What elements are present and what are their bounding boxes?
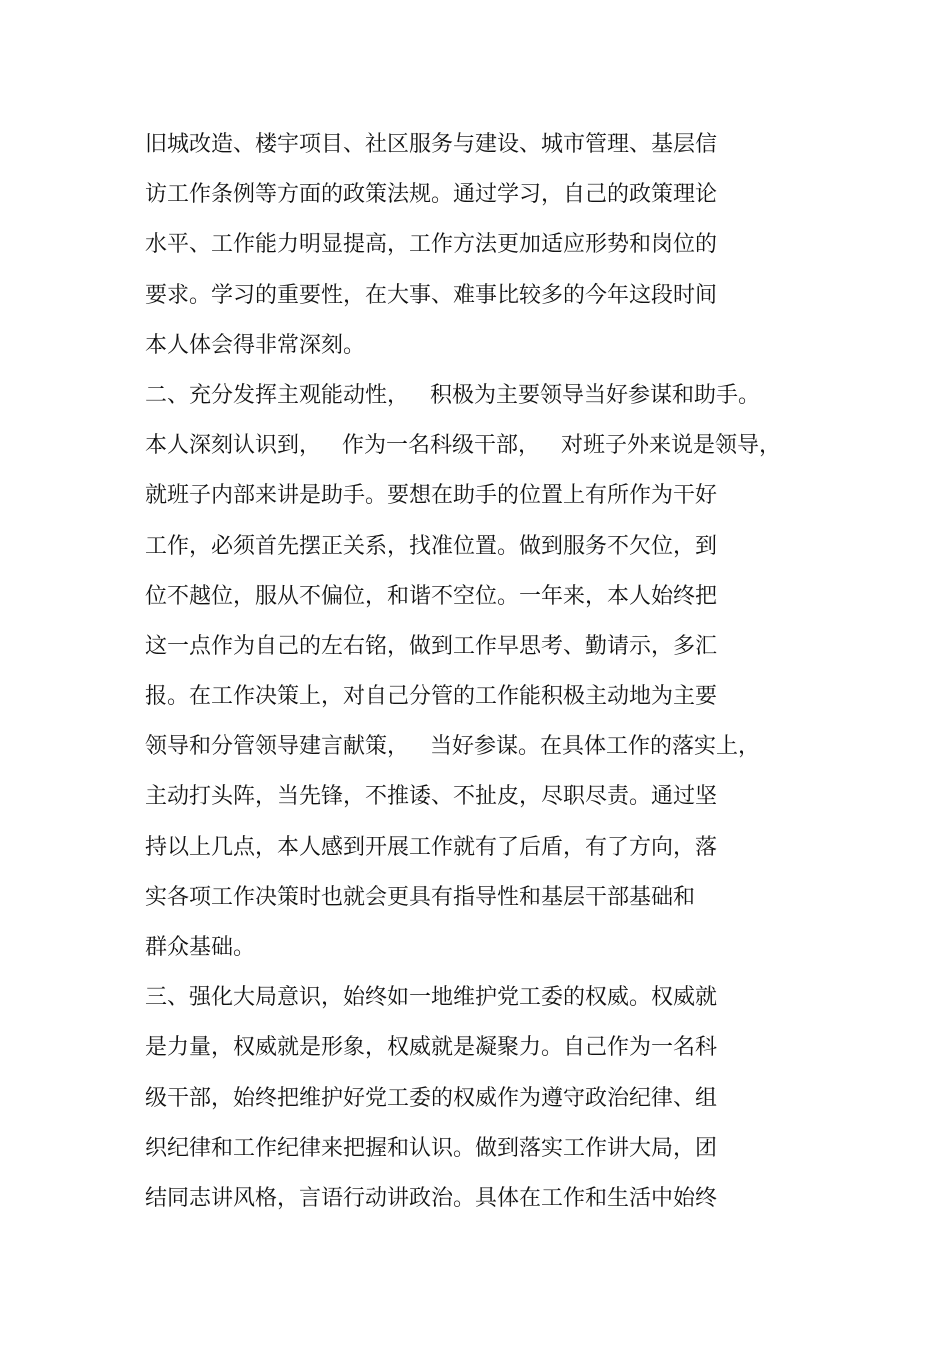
text-line-19: 是力量，权威就是形象，权威就是凝聚力。自己作为一名科 [145,1035,718,1061]
section-heading-2: 二、充分发挥主观能动性， 积极为主要领导当好参谋和助手。 [145,382,760,408]
body-text [145,120,805,1224]
text-line-20: 级干部，始终把维护好党工委的权威作为遵守政治纪律、组 [145,1085,718,1111]
text-line-22: 结同志讲风格，言语行动讲政治。具体在工作和生活中始终 [145,1185,718,1211]
text-line-4: 要求。学习的重要性，在大事、难事比较多的今年这段时间 [145,282,718,308]
text-line-3: 水平、工作能力明显提高，工作方法更加适应形势和岗位的 [145,232,718,258]
text-line-15: 持以上几点，本人感到开展工作就有了后盾，有了方向，落 [145,834,718,860]
text-line-21: 织纪律和工作纪律来把握和认识。做到落实工作讲大局，团 [145,1135,718,1161]
section-heading-3: 三、强化大局意识，始终如一地维护党工委的权威。权威就 [145,985,718,1011]
text-line-14: 主动打头阵，当先锋，不推诿、不扯皮，尽职尽责。通过坚 [145,784,718,810]
text-line-13: 领导和分管领导建言献策， 当好参谋。在具体工作的落实上， [145,734,760,760]
text-line-10: 位不越位，服从不偏位，和谐不空位。一年来，本人始终把 [145,583,718,609]
text-line-1: 旧城改造、楼宇项目、社区服务与建设、城市管理、基层信 [145,132,718,157]
text-line-16: 实各项工作决策时也就会更具有指导性和基层干部基础和 [145,884,696,910]
text-line-17: 群众基础。 [145,935,256,960]
text-line-5: 本人体会得非常深刻。 [145,332,366,358]
text-line-2: 访工作条例等方面的政策法规。通过学习，自己的政策理论 [145,182,718,208]
text-line-12: 报。在工作决策上，对自己分管的工作能积极主动地为主要 [145,684,718,710]
text-line-8: 就班子内部来讲是助手。要想在助手的位置上有所作为干好 [145,483,718,509]
text-line-9: 工作，必须首先摆正关系，找准位置。做到服务不欠位，到 [145,533,718,559]
text-line-11: 这一点作为自己的左右铭，做到工作早思考、勤请示，多汇 [145,633,718,659]
text-line-7: 本人深刻认识到， 作为一名科级干部， 对班子外来说是领导， [145,433,781,459]
